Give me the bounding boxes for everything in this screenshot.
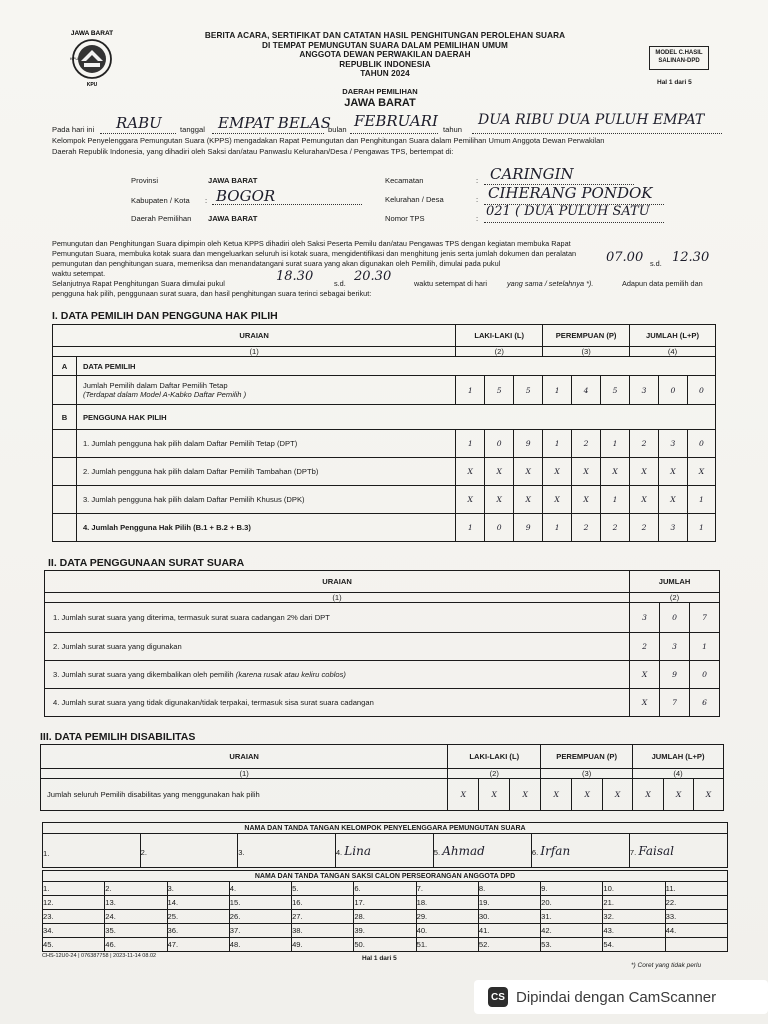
saksi-cell: 54. — [603, 938, 665, 952]
saksi-cell: 18. — [416, 896, 478, 910]
digit-cell: 1 — [601, 486, 630, 514]
kpps-signature-cell — [433, 834, 531, 868]
col-jumlah: JUMLAH (L+P) — [633, 745, 724, 769]
bulan-value: FEBRUARI — [354, 112, 438, 130]
colon: : — [476, 195, 479, 204]
camscanner-text: Dipindai dengan CamScanner — [516, 988, 717, 1006]
digit-cell: 9 — [514, 430, 543, 458]
tps-label: Nomor TPS — [385, 214, 425, 223]
col-perempuan: PEREMPUAN (P) — [543, 325, 630, 347]
row-text: 3. Jumlah surat suara yang dikembalikan oleh pemilih — [53, 670, 234, 679]
paragraph-line: Pemungutan dan Penghitungan Suara dipimpin oleh Ketua KPPS dihadiri oleh Saksi Peserta Pemilu dan/atau Pengawas TPS dengan kegiatan membuka Rapat — [52, 239, 571, 248]
saksi-cell: 13. — [105, 896, 167, 910]
digit-cell: 2 — [630, 514, 659, 542]
row-letter: B — [53, 405, 77, 430]
col-perempuan: PEREMPUAN (P) — [541, 745, 633, 769]
digit-cell: X — [694, 779, 724, 811]
kpps-signature-cell — [140, 834, 238, 868]
row-label — [45, 661, 630, 689]
row-text: Jumlah Pemilih dalam Daftar Pemilih Tetap — [82, 381, 228, 390]
col-num: (1) — [41, 769, 448, 779]
digit-cell: 0 — [690, 661, 720, 689]
digit-cell: 2 — [572, 514, 601, 542]
document-title — [150, 31, 620, 79]
saksi-cell: 48. — [229, 938, 291, 952]
saksi-cell: 10. — [603, 882, 665, 896]
row-label: 1. Jumlah surat suara yang diterima, termasuk surat suara cadangan 2% dari DPT — [45, 603, 630, 633]
col-laki: LAKI-LAKI (L) — [448, 745, 541, 769]
digit-cell: X — [485, 458, 514, 486]
saksi-cell: 51. — [416, 938, 478, 952]
digit-cell: X — [514, 486, 543, 514]
blank-cell — [53, 430, 77, 458]
kpps-num: 7. — [629, 847, 637, 857]
col-uraian: URAIAN — [45, 571, 630, 593]
row-note: (Terdapat dalam Model A-Kabko Daftar Pemilih ) — [82, 390, 247, 399]
digit-cell: X — [601, 458, 630, 486]
saksi-cell: 46. — [105, 938, 167, 952]
digit-cell: 1 — [543, 376, 572, 405]
title-line: REPUBLIK INDONESIA — [339, 59, 431, 69]
digit-cell: 1 — [456, 430, 485, 458]
digit-cell: 6 — [690, 689, 720, 717]
digit-cell: 5 — [601, 376, 630, 405]
digit-cell: 3 — [630, 603, 660, 633]
digit-cell: X — [633, 779, 664, 811]
saksi-cell: 33. — [665, 910, 727, 924]
kpu-logo-icon — [62, 26, 122, 88]
saksi-cell: 42. — [541, 924, 603, 938]
col-num: (3) — [541, 769, 633, 779]
digit-cell: X — [543, 486, 572, 514]
digit-cell: 4 — [572, 376, 601, 405]
row-title: DATA PEMILIH — [76, 357, 715, 376]
digit-cell: 0 — [687, 430, 715, 458]
digit-cell: 5 — [514, 376, 543, 405]
kecamatan-label: Kecamatan — [385, 176, 424, 185]
page-label: Hal 1 dari 5 — [657, 79, 692, 86]
digit-cell: 5 — [485, 376, 514, 405]
digit-cell: X — [572, 486, 601, 514]
saksi-cell: 45. — [43, 938, 105, 952]
kpps-signature: Faisal — [638, 843, 674, 858]
saksi-cell: 30. — [478, 910, 540, 924]
col-jumlah: JUMLAH (L+P) — [630, 325, 716, 347]
digit-cell: 3 — [630, 376, 659, 405]
col-num: (2) — [456, 347, 543, 357]
digit-cell: X — [630, 661, 660, 689]
saksi-cell: 41. — [478, 924, 540, 938]
saksi-cell: 16. — [292, 896, 354, 910]
sd-label: s.d. — [650, 259, 662, 268]
saksi-cell: 39. — [354, 924, 416, 938]
digit-cell: X — [485, 486, 514, 514]
row-label: 4. Jumlah surat suara yang tidak digunakan/tidak terpakai, termasuk sisa surat suara cadangan — [45, 689, 630, 717]
dots — [212, 204, 362, 205]
row-label: 1. Jumlah pengguna hak pilih dalam Daftar Pemilih Tetap (DPT) — [76, 430, 455, 458]
colon: : — [476, 176, 479, 185]
sd-label: s.d. — [334, 279, 346, 288]
saksi-cell: 36. — [167, 924, 229, 938]
digit-cell: 1 — [456, 514, 485, 542]
saksi-cell: 17. — [354, 896, 416, 910]
tahun-label: tahun — [443, 125, 463, 134]
saksi-cell: 23. — [43, 910, 105, 924]
col-num: (2) — [448, 769, 541, 779]
saksi-signature-table — [42, 870, 728, 952]
start-time: 07.00 — [606, 250, 644, 265]
saksi-cell: 3. — [167, 882, 229, 896]
saksi-cell: 49. — [292, 938, 354, 952]
logo-top-text: JAWA BARAT — [70, 30, 114, 37]
kpps-signature: Lina — [344, 843, 371, 858]
daerah-value: JAWA BARAT — [344, 97, 416, 109]
kpps-num: 2. — [140, 847, 147, 857]
blank-cell — [53, 486, 77, 514]
kpps-num: 5. — [433, 847, 441, 857]
intro-line: Daerah Republik Indonesia, yang dihadiri oleh Saksi dan/atau Panwaslu Kelurahan/Desa / Pengawas TPS, bertempat di: — [52, 147, 454, 156]
paragraph-line: Adapun data pemilih dan — [622, 279, 703, 288]
count-end: 20.30 — [354, 269, 392, 284]
saksi-cell: 8. — [478, 882, 540, 896]
col-jumlah: JUMLAH — [630, 571, 720, 593]
footer-page: Hal 1 dari 5 — [362, 955, 397, 962]
model-line: MODEL C.HASIL — [655, 50, 703, 56]
col-num: (1) — [45, 593, 630, 603]
section-3-table — [40, 744, 724, 811]
digit-cell: 3 — [659, 430, 688, 458]
digit-cell: 9 — [514, 514, 543, 542]
saksi-row — [43, 924, 728, 938]
saksi-cell — [665, 938, 727, 952]
logo-bottom-text: KPU — [86, 82, 98, 88]
digit-cell: 2 — [601, 514, 630, 542]
title-line: DI TEMPAT PEMUNGUTAN SUARA DALAM PEMILIHAN UMUM — [262, 40, 508, 50]
saksi-cell: 25. — [167, 910, 229, 924]
digit-cell: 9 — [660, 661, 690, 689]
kpps-num: 3. — [238, 847, 245, 857]
model-line: SALINAN-DPD — [658, 58, 700, 64]
footer-code: CHS-12U0-24 | 076387758 | 2023-11-14 08.02 — [42, 953, 157, 959]
saksi-cell: 43. — [603, 924, 665, 938]
section-3-title: III. DATA PEMILIH DISABILITAS — [40, 731, 196, 743]
digit-cell: X — [572, 458, 601, 486]
digit-cell: X — [514, 458, 543, 486]
row-label: 2. Jumlah pengguna hak pilih dalam Daftar Pemilih Tambahan (DPTb) — [76, 458, 455, 486]
kpps-num: 6. — [531, 847, 539, 857]
digit-cell: X — [630, 486, 659, 514]
saksi-cell: 29. — [416, 910, 478, 924]
kpps-signature-cell — [43, 834, 141, 868]
row-label: 2. Jumlah surat suara yang digunakan — [45, 633, 630, 661]
saksi-cell: 53. — [541, 938, 603, 952]
saksi-cell: 32. — [603, 910, 665, 924]
saksi-cell: 22. — [665, 896, 727, 910]
saksi-cell: 12. — [43, 896, 105, 910]
digit-cell: 1 — [687, 486, 715, 514]
row-note: (karena rusak atau keliru coblos) — [235, 670, 346, 679]
camscanner-icon: CS — [488, 987, 508, 1007]
digit-cell: 0 — [659, 376, 688, 405]
digit-cell: 1 — [456, 376, 485, 405]
digit-cell: 0 — [485, 430, 514, 458]
saksi-cell: 50. — [354, 938, 416, 952]
title-line: ANGGOTA DEWAN PERWAKILAN DAERAH — [299, 50, 471, 60]
digit-cell: X — [659, 458, 688, 486]
digit-cell: X — [659, 486, 688, 514]
dapil-value: JAWA BARAT — [208, 214, 258, 223]
saksi-cell: 19. — [478, 896, 540, 910]
saksi-row — [43, 882, 728, 896]
digit-cell: 2 — [572, 430, 601, 458]
kelurahan-label: Kelurahan / Desa — [385, 195, 444, 204]
saksi-cell: 2. — [105, 882, 167, 896]
saksi-cell: 37. — [229, 924, 291, 938]
pada-hari-label: Pada hari ini — [52, 125, 95, 134]
tanggal-value: EMPAT BELAS — [218, 114, 331, 132]
kpps-signature-cell — [335, 834, 433, 868]
saksi-cell: 35. — [105, 924, 167, 938]
provinsi-value: JAWA BARAT — [208, 176, 258, 185]
digit-cell: 7 — [690, 603, 720, 633]
saksi-cell: 40. — [416, 924, 478, 938]
digit-cell: X — [630, 689, 660, 717]
saksi-cell: 21. — [603, 896, 665, 910]
col-uraian: URAIAN — [53, 325, 456, 347]
end-time: 12.30 — [672, 250, 710, 265]
saksi-cell: 6. — [354, 882, 416, 896]
saksi-cell: 34. — [43, 924, 105, 938]
digit-cell: X — [603, 779, 633, 811]
saksi-cell: 20. — [541, 896, 603, 910]
saksi-title: NAMA DAN TANDA TANGAN SAKSI CALON PERSEORANGAN ANGGOTA DPD — [43, 871, 728, 882]
saksi-cell: 47. — [167, 938, 229, 952]
row-title: PENGGUNA HAK PILIH — [76, 405, 715, 430]
section-1-title: I. DATA PEMILIH DAN PENGGUNA HAK PILIH — [52, 310, 278, 322]
kelurahan-value: CIHERANG PONDOK — [488, 184, 653, 202]
saksi-cell: 5. — [292, 882, 354, 896]
intro-line: Kelompok Penyelenggara Pemungutan Suara (KPPS) mengadakan Rapat Pemungutan dan Penghitungan Suara dalam Pemilihan Umum Anggota Dewan Perwakilan — [52, 136, 605, 145]
kpps-signature-cell — [238, 834, 336, 868]
row-label: Jumlah seluruh Pemilih disabilitas yang menggunakan hak pilih — [41, 779, 448, 811]
kpps-signature: Irfan — [540, 843, 571, 858]
kpps-signature-cell — [629, 834, 727, 868]
digit-cell: 3 — [660, 633, 690, 661]
saksi-cell: 24. — [105, 910, 167, 924]
digit-cell: X — [572, 779, 603, 811]
saksi-row — [43, 910, 728, 924]
kpps-signature-cell — [531, 834, 629, 868]
title-line: TAHUN 2024 — [360, 69, 410, 79]
saksi-row — [43, 896, 728, 910]
digit-cell: X — [687, 458, 715, 486]
paragraph-line: yang sama / setelahnya *). — [507, 279, 594, 288]
blank-cell — [53, 376, 77, 405]
kabupaten-value: BOGOR — [216, 187, 276, 205]
dots — [212, 133, 324, 134]
blank-cell — [53, 458, 77, 486]
digit-cell: 2 — [630, 633, 660, 661]
colon: : — [205, 196, 208, 205]
provinsi-label: Provinsi — [131, 176, 159, 185]
col-num: (3) — [543, 347, 630, 357]
blank-cell — [53, 514, 77, 542]
dapil-label: Daerah Pemilihan — [131, 214, 192, 223]
camscanner-watermark — [474, 980, 768, 1014]
section-2-table — [44, 570, 720, 717]
digit-cell: X — [510, 779, 541, 811]
saksi-cell: 52. — [478, 938, 540, 952]
row-label: 3. Jumlah pengguna hak pilih dalam Daftar Pemilih Khusus (DPK) — [76, 486, 455, 514]
saksi-cell: 14. — [167, 896, 229, 910]
saksi-cell: 1. — [43, 882, 105, 896]
row-label: 4. Jumlah Pengguna Hak Pilih (B.1 + B.2 + B.3) — [76, 514, 455, 542]
dots — [100, 133, 176, 134]
col-num: (4) — [633, 769, 724, 779]
daerah-label: DAERAH PEMILIHAN — [342, 87, 418, 96]
digit-cell: X — [456, 486, 485, 514]
saksi-cell: 28. — [354, 910, 416, 924]
kabupaten-label: Kabupaten / Kota — [131, 196, 190, 205]
digit-cell: X — [479, 779, 510, 811]
bulan-label: bulan — [328, 125, 347, 134]
digit-cell: 3 — [659, 514, 688, 542]
paragraph-line: Selanjutnya Rapat Penghitungan Suara dimulai pukul — [52, 279, 225, 288]
digit-cell: X — [664, 779, 694, 811]
count-start: 18.30 — [276, 269, 314, 284]
title-line: BERITA ACARA, SERTIFIKAT DAN CATATAN HASIL PENGHITUNGAN PEROLEHAN SUARA — [204, 31, 566, 40]
saksi-cell: 44. — [665, 924, 727, 938]
paragraph-line: pengguna hak pilih, penggunaan surat suara, dan hasil penghitungan suara terinci sebagai berikut: — [52, 289, 372, 298]
digit-cell: 0 — [485, 514, 514, 542]
col-num: (4) — [630, 347, 716, 357]
paragraph-line: waktu setempat. — [52, 269, 106, 278]
footer-note: *) Coret yang tidak perlu — [631, 962, 702, 969]
digit-cell: X — [456, 458, 485, 486]
hari-value: RABU — [116, 114, 162, 132]
col-laki: LAKI-LAKI (L) — [456, 325, 543, 347]
saksi-cell: 4. — [229, 882, 291, 896]
digit-cell: X — [543, 458, 572, 486]
logo-side-text: KPU — [70, 56, 79, 61]
digit-cell: 1 — [543, 514, 572, 542]
saksi-row — [43, 938, 728, 952]
kpps-num: 4. — [335, 847, 343, 857]
kpps-signature-table — [42, 822, 728, 868]
saksi-cell: 31. — [541, 910, 603, 924]
digit-cell: 7 — [660, 689, 690, 717]
saksi-cell: 38. — [292, 924, 354, 938]
col-num: (1) — [53, 347, 456, 357]
section-2-title: II. DATA PENGGUNAAN SURAT SUARA — [48, 557, 245, 569]
paragraph-line: waktu setempat di hari — [414, 279, 488, 288]
model-box — [649, 46, 709, 70]
dots — [484, 222, 664, 223]
digit-cell: 2 — [630, 430, 659, 458]
digit-cell: 1 — [687, 514, 715, 542]
saksi-cell: 11. — [665, 882, 727, 896]
kecamatan-value: CARINGIN — [490, 165, 574, 183]
digit-cell: X — [630, 458, 659, 486]
tanggal-label: tanggal — [180, 125, 205, 134]
saksi-cell: 7. — [416, 882, 478, 896]
saksi-cell: 9. — [541, 882, 603, 896]
dots — [472, 133, 722, 134]
digit-cell: 1 — [543, 430, 572, 458]
digit-cell: 0 — [660, 603, 690, 633]
col-uraian: URAIAN — [41, 745, 448, 769]
digit-cell: 1 — [690, 633, 720, 661]
row-letter: A — [53, 357, 77, 376]
colon: : — [476, 214, 479, 223]
row-label — [76, 376, 455, 405]
digit-cell: 0 — [687, 376, 715, 405]
kpps-num: 1. — [43, 849, 50, 858]
saksi-cell: 27. — [292, 910, 354, 924]
saksi-cell: 15. — [229, 896, 291, 910]
tps-value: 021 ( DUA PULUH SATU — [486, 204, 650, 219]
kpps-title: NAMA DAN TANDA TANGAN KELOMPOK PENYELENGGARA PEMUNGUTAN SUARA — [43, 823, 728, 834]
saksi-cell: 26. — [229, 910, 291, 924]
paragraph-line: Pemungutan Suara, membuka kotak suara dan mengeluarkan seluruh isi kotak suara, mengidentifikasi dan menghitung jenis serta jumlah dokumen dan peralatan — [52, 249, 577, 258]
digit-cell: X — [448, 779, 479, 811]
kpps-signature: Ahmad — [442, 843, 485, 858]
digit-cell: X — [541, 779, 572, 811]
paragraph-line: pemungutan dan penghitungan suara, memeriksa dan menandatangani surat suara yang akan digunakan oleh Pemilih, dimulai pada pukul — [52, 259, 501, 268]
col-num: (2) — [630, 593, 720, 603]
tahun-value: DUA RIBU DUA PULUH EMPAT — [478, 112, 705, 128]
section-1-table — [52, 324, 716, 542]
digit-cell: 1 — [601, 430, 630, 458]
dots — [350, 133, 438, 134]
